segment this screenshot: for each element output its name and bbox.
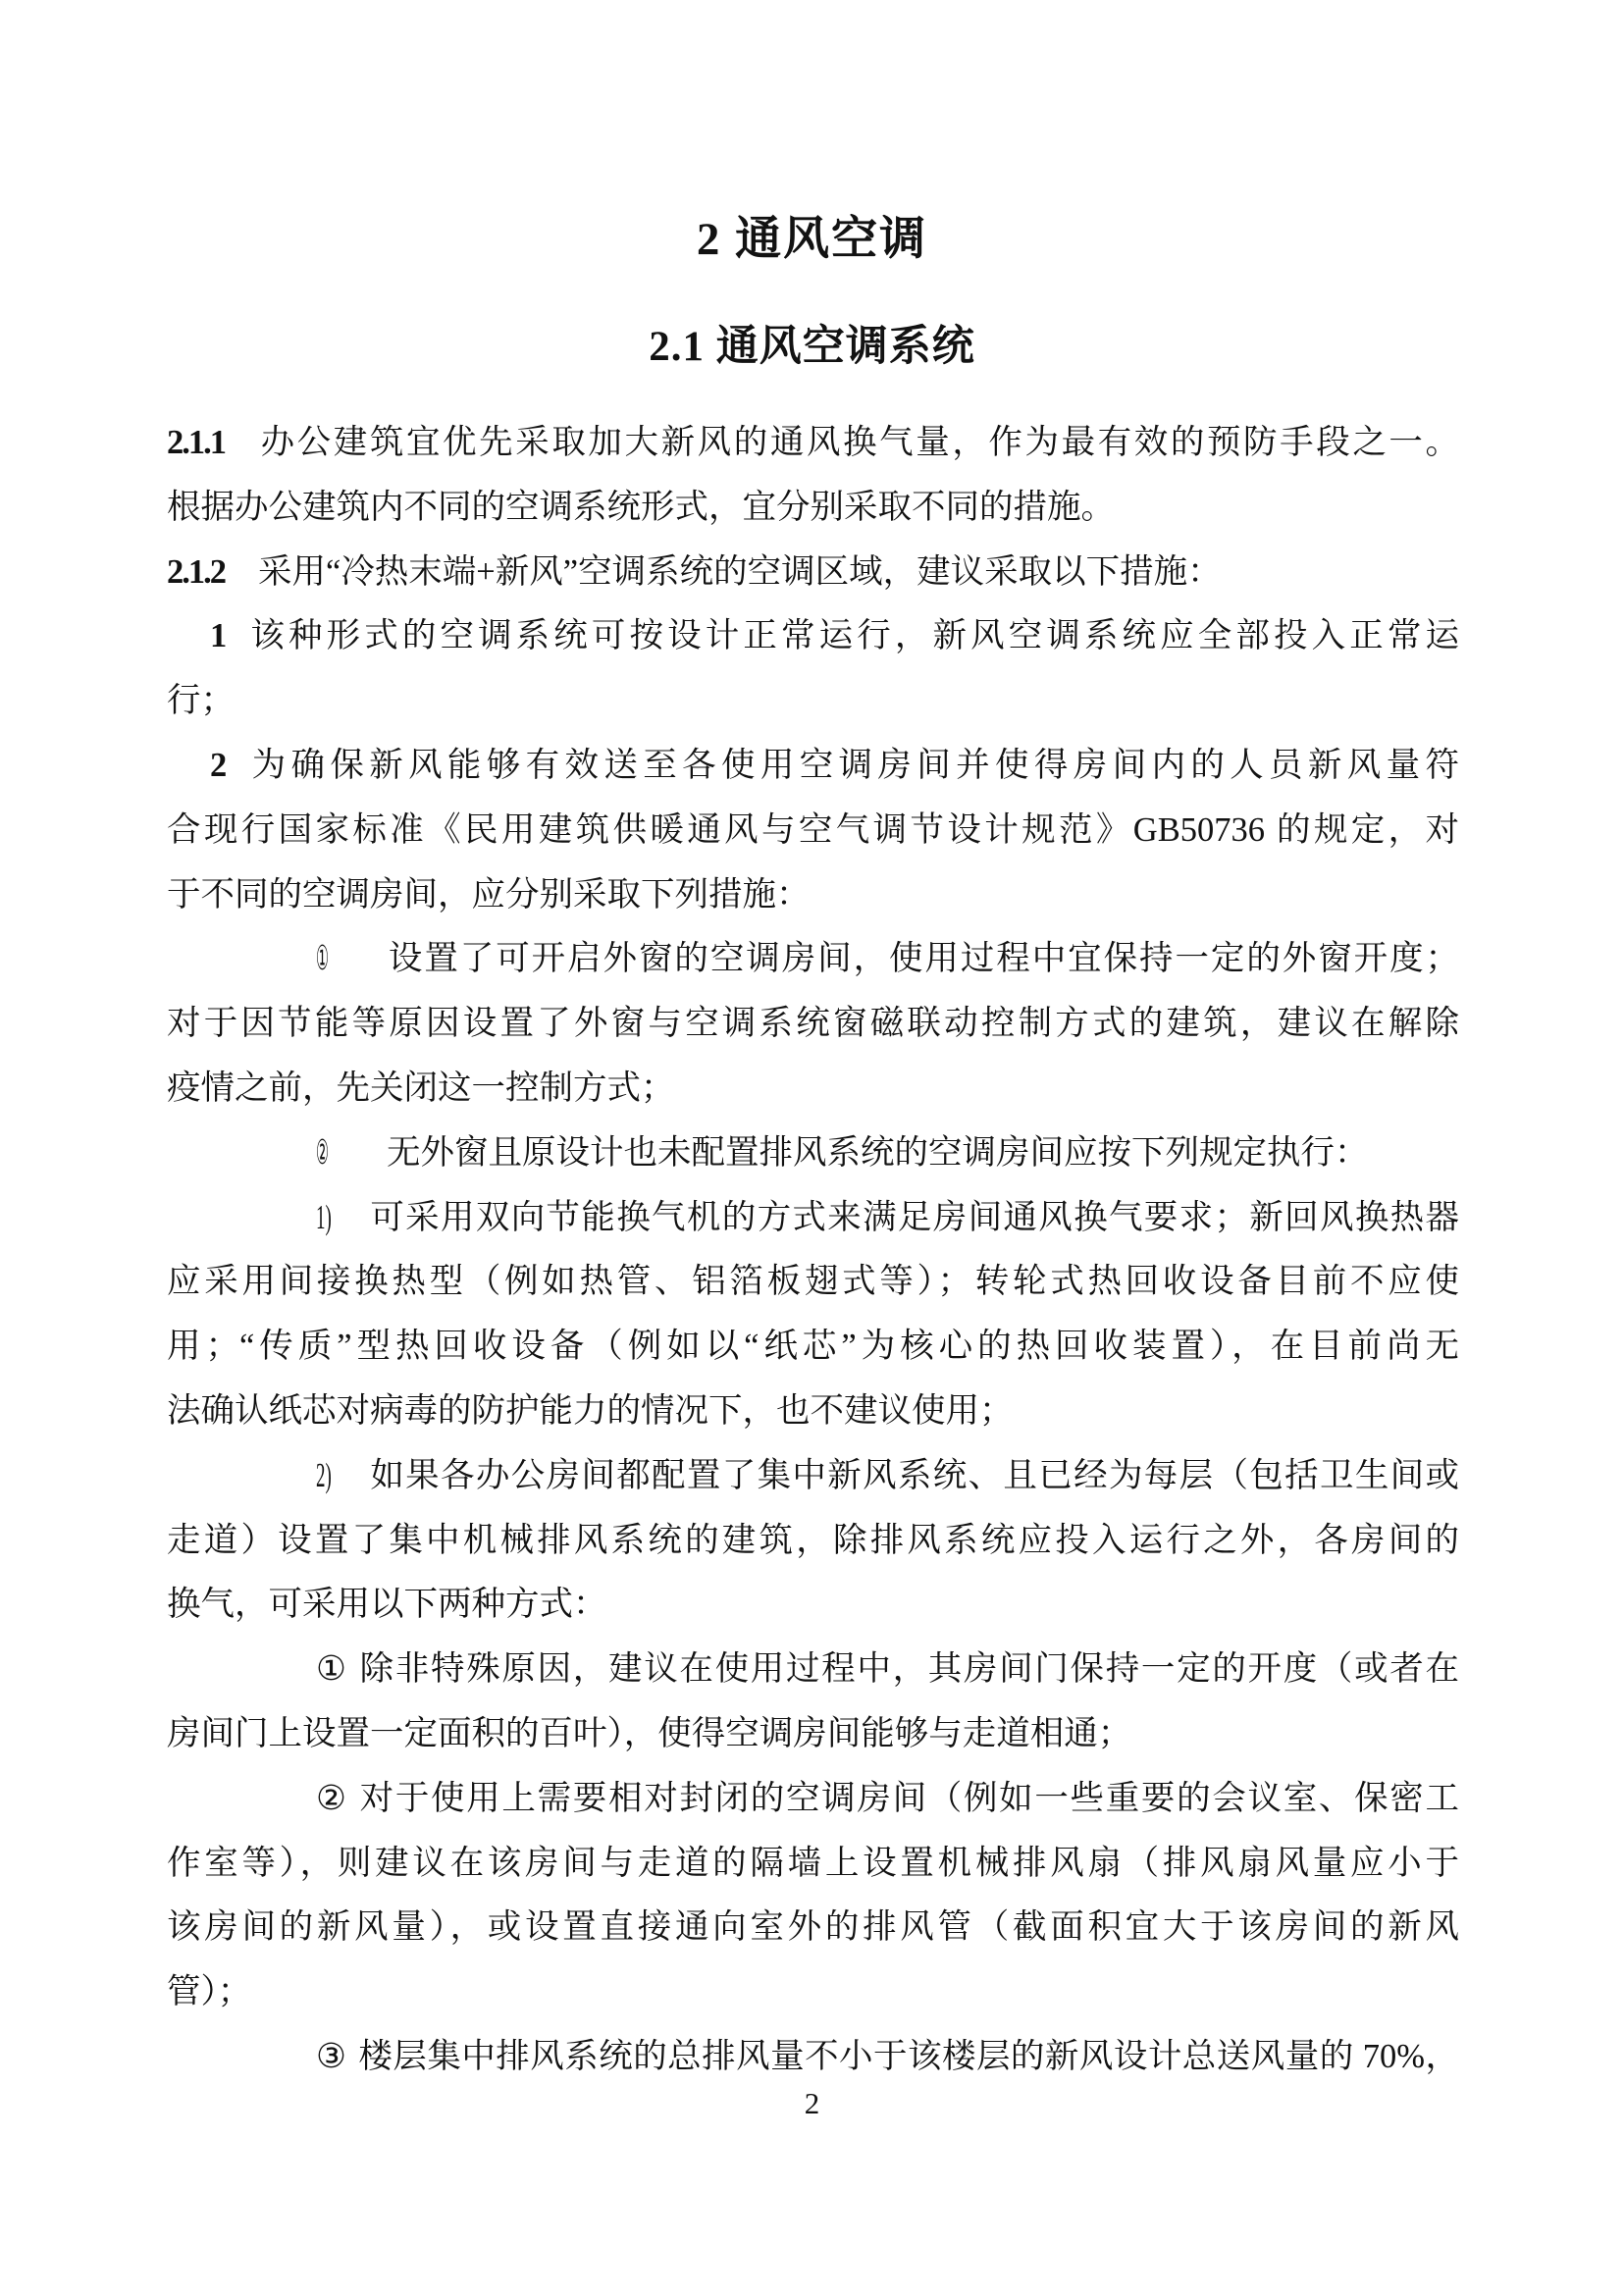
line-text: 除非特殊原因，建议在使用过程中，其房间门保持一定的开度（或者在 xyxy=(357,1650,1459,1689)
text-line xyxy=(167,1186,1459,1251)
page-number: 2 xyxy=(804,2086,820,2120)
line-text: 如果各办公房间都配置了集中新风系统、且已经为每层（包括卫生间或 xyxy=(369,1456,1459,1494)
list-marker: ② xyxy=(316,1133,329,1172)
text-line xyxy=(167,1057,1459,1121)
line-text: 走道）设置了集中机械排风系统的建筑，除排风系统应投入运行之外，各房间的 xyxy=(167,1521,1459,1559)
line-text: 于不同的空调房间，应分别采取下列措施： xyxy=(167,875,811,913)
text-line xyxy=(167,2025,1459,2090)
line-text: 可采用双向节能换气机的方式来满足房间通风换气要求；新回风换热器 xyxy=(369,1198,1459,1236)
document-lines xyxy=(167,411,1459,2090)
text-line xyxy=(167,1896,1459,1960)
text-line xyxy=(167,476,1459,541)
line-text: 作室等），则建议在该房间与走道的隔墙上设置机械排风扇（排风扇风量应小于 xyxy=(167,1844,1459,1882)
line-text: 无外窗且原设计也未配置排风系统的空调房间应按下列规定执行： xyxy=(387,1133,1369,1172)
list-marker: ① xyxy=(316,940,329,978)
text-line xyxy=(167,734,1459,799)
text-line xyxy=(167,1832,1459,1897)
list-marker: 2.1.2 xyxy=(167,552,225,591)
text-line xyxy=(167,992,1459,1057)
line-text: 该种形式的空调系统可按设计正常运行，新风空调系统应全部投入正常运 xyxy=(246,617,1459,655)
line-text: 法确认纸芯对病毒的防护能力的情况下，也不建议使用； xyxy=(167,1391,1014,1430)
line-text: 合现行国家标准《民用建筑供暖通风与空气调节设计规范》GB50736 的规定，对 xyxy=(167,810,1459,849)
line-text: 对于因节能等原因设置了外窗与空调系统窗磁联动控制方式的建筑，建议在解除 xyxy=(167,1005,1459,1043)
list-marker: 2.1.1 xyxy=(167,424,225,461)
section-title: 2.1 通风空调系统 xyxy=(649,324,975,370)
line-text: 房间门上设置一定面积的百叶），使得空调房间能够与走道相通； xyxy=(167,1714,1132,1752)
line-text: 设置了可开启外窗的空调房间，使用过程中宜保持一定的外窗开度； xyxy=(387,940,1459,978)
line-text: 办公建筑宜优先采取加大新风的通风换气量，作为最有效的预防手段之一。 xyxy=(258,424,1459,461)
list-marker: 1 xyxy=(210,617,228,655)
line-text: 应采用间接换热型（例如热管、铝箔板翅式等）；转轮式热回收设备目前不应使 xyxy=(167,1263,1459,1301)
text-line xyxy=(167,1444,1459,1509)
text-line xyxy=(167,799,1459,863)
line-text: 根据办公建筑内不同的空调系统形式，宜分别采取不同的措施。 xyxy=(167,488,1115,526)
text-line xyxy=(167,1121,1608,1186)
line-text: 疫情之前，先关闭这一控制方式； xyxy=(167,1069,675,1107)
line-text: 采用“冷热末端+新风”空调系统的空调区域，建议采取以下措施： xyxy=(258,552,1222,591)
line-text: 换气，可采用以下两种方式： xyxy=(167,1586,607,1624)
text-line xyxy=(167,541,1459,605)
text-line xyxy=(167,1638,1459,1702)
text-line xyxy=(167,411,1459,476)
list-marker: ① xyxy=(316,1650,346,1689)
line-text: 对于使用上需要相对封闭的空调房间（例如一些重要的会议室、保密工 xyxy=(357,1779,1459,1817)
text-line xyxy=(167,1702,1459,1767)
text-line xyxy=(167,669,1459,734)
list-marker: ② xyxy=(316,1779,346,1817)
list-marker: 2) xyxy=(316,1456,332,1494)
text-line xyxy=(167,863,1459,928)
list-marker: 1) xyxy=(316,1198,332,1236)
line-text: 行； xyxy=(167,682,235,720)
line-text: 该房间的新风量），或设置直接通向室外的排风管（截面积宜大于该房间的新风 xyxy=(167,1908,1459,1947)
line-text: 用；“传质”型热回收设备（例如以“纸芯”为核心的热回收装置），在目前尚无 xyxy=(167,1328,1459,1366)
text-line xyxy=(167,1573,1459,1638)
line-text: 为确保新风能够有效送至各使用空调房间并使得房间内的人员新风量符 xyxy=(246,746,1459,784)
text-line xyxy=(167,1380,1459,1444)
list-marker: ③ xyxy=(316,2037,346,2075)
text-line xyxy=(167,1767,1459,1832)
text-line xyxy=(167,604,1459,669)
text-line xyxy=(167,1315,1459,1380)
page-title: 2 通风空调 xyxy=(696,214,928,265)
text-line xyxy=(167,1250,1459,1315)
text-line xyxy=(167,1960,1459,2025)
text-line xyxy=(167,927,1459,992)
text-line xyxy=(167,1509,1459,1574)
list-marker: 2 xyxy=(210,746,228,784)
line-text: 管）； xyxy=(167,1973,252,2011)
line-text: 楼层集中排风系统的总排风量不小于该楼层的新风设计总送风量的 70%， xyxy=(357,2037,1459,2075)
